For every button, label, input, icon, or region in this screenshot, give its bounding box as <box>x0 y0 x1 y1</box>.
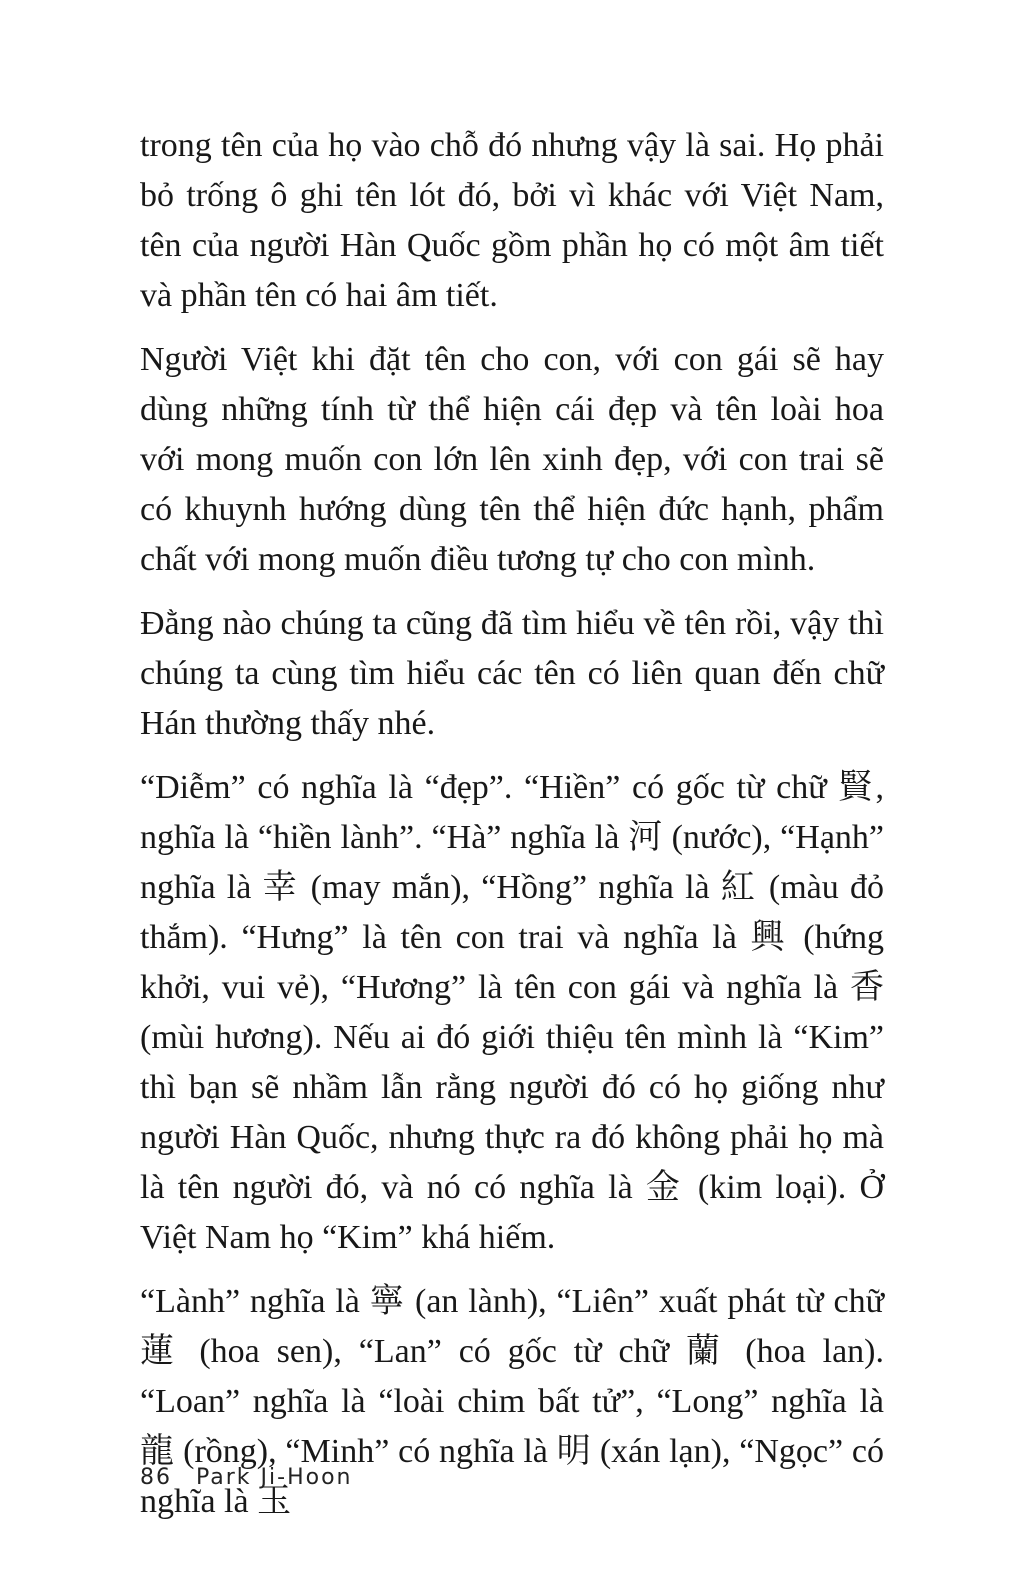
paragraph-1: trong tên của họ vào chỗ đó nhưng vậy là sai. Họ phải bỏ trống ô ghi tên lót đó, bởi vì khác với Việt Nam, tên của người Hàn Quốc gồm phần họ có một âm tiết và phần tên có hai âm tiết. <box>140 127 884 314</box>
page-body-text <box>140 121 884 1527</box>
page-footer <box>140 1463 352 1493</box>
page-number: 86 <box>140 1465 172 1490</box>
paragraph-3: Đằng nào chúng ta cũng đã tìm hiểu về tên rồi, vậy thì chúng ta cùng tìm hiểu các tên có liên quan đến chữ Hán thường thấy nhé. <box>140 605 884 742</box>
paragraph-2: Người Việt khi đặt tên cho con, với con gái sẽ hay dùng những tính từ thể hiện cái đẹp và tên loài hoa với mong muốn con lớn lên xinh đẹp, với con trai sẽ có khuynh hướng dùng tên thể hiện đức hạnh, phẩm chất với mong muốn điều tương tự cho con mình. <box>140 341 884 578</box>
paragraph-4: “Diễm” có nghĩa là “đẹp”. “Hiền” có gốc từ chữ 賢, nghĩa là “hiền lành”. “Hà” nghĩa là 河 (nước), “Hạnh” nghĩa là 幸 (may mắn), “Hồng” nghĩa là 紅 (màu đỏ thắm). “Hưng” là tên con trai và nghĩa là 興 (hứng khởi, vui vẻ), “Hương” là tên con gái và nghĩa là 香 (mùi hương). Nếu ai đó giới thiệu tên mình là “Kim” thì bạn sẽ nhầm lẫn rằng người đó có họ giống như người Hàn Quốc, nhưng thực ra đó không phải họ mà là tên người đó, và nó có nghĩa là 金 (kim loại). Ở Việt Nam họ “Kim” khá hiếm. <box>140 769 884 1256</box>
running-title-author: Park Ji-Hoon <box>196 1465 353 1490</box>
paragraph-5: “Lành” nghĩa là 寧 (an lành), “Liên” xuất phát từ chữ 蓮 (hoa sen), “Lan” có gốc từ chữ 蘭 (hoa lan). “Loan” nghĩa là “loài chim bất tử”, “Long” nghĩa là 龍 (rồng), “Minh” có nghĩa là 明 (xán lạn), “Ngọc” có nghĩa là 玉 <box>140 1283 884 1520</box>
